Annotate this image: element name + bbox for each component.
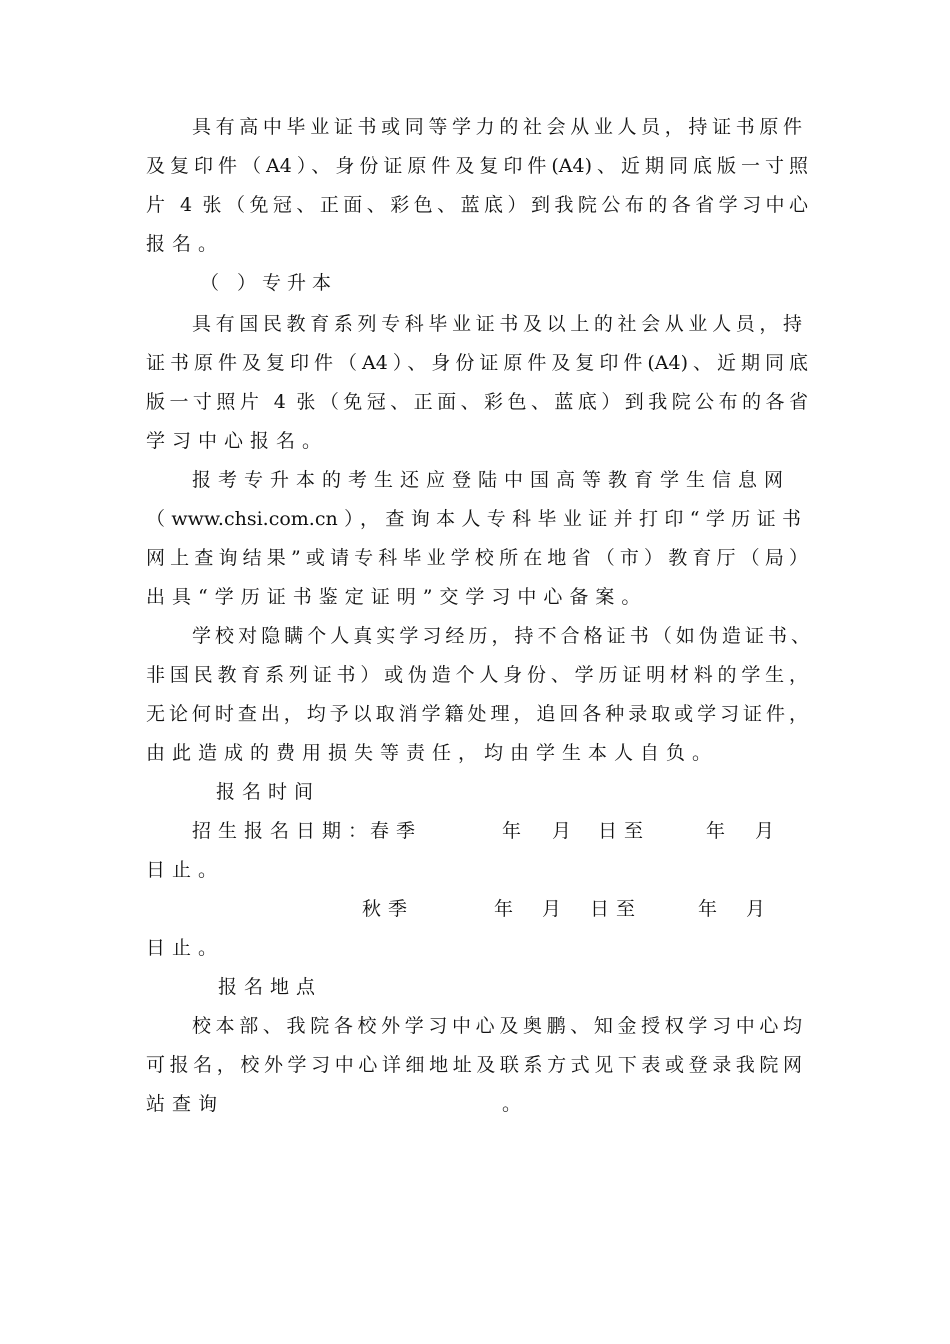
spring-day-to: 日至 — [598, 820, 651, 842]
paragraph-line: （www.chsi.com.cn），查询本人专科毕业证并打印“学历证书 — [146, 508, 801, 530]
section-heading: （ ）专升本 — [200, 272, 338, 294]
paragraph-line: 具有国民教育系列专科毕业证书及以上的社会从业人员，持 — [192, 313, 802, 335]
autumn-day-to: 日至 — [590, 898, 643, 920]
spring-end-month: 月 — [755, 820, 782, 842]
autumn-day-end: 日止。 — [146, 937, 225, 959]
paragraph-line: 网上查询结果”或请专科毕业学校所在地省（市）教育厅（局） — [146, 547, 808, 569]
paragraph-line: 学校对隐瞒个人真实学习经历，持不合格证书（如伪造证书、 — [192, 625, 810, 647]
paragraph-line: 无论何时查出，均予以取消学籍处理，追回各种录取或学习证件， — [146, 703, 808, 725]
paragraph-line: 及复印件（A4）、身份证原件及复印件(A4)、近期同底版一寸照 — [146, 155, 808, 177]
autumn-end-year: 年 — [698, 898, 725, 920]
closing-period: 。 — [502, 1093, 529, 1115]
autumn-start-year: 年 — [494, 898, 521, 920]
paragraph-line: 版一寸照片 4 张（免冠、正面、彩色、蓝底）到我院公布的各省 — [146, 391, 808, 413]
paragraph-line: 出具“学历证书鉴定证明”交学习中心备案。 — [146, 586, 648, 608]
paragraph-line: 站查询 — [146, 1093, 225, 1115]
spring-start-year: 年 — [502, 820, 529, 842]
autumn-start-month: 月 — [542, 898, 569, 920]
paragraph-line: 由此造成的费用损失等责任，均由学生本人自负。 — [146, 742, 719, 764]
section-heading: 报名时间 — [216, 781, 321, 803]
spring-start-month: 月 — [552, 820, 579, 842]
autumn-label: 秋季 — [362, 898, 415, 920]
paragraph-line: 校本部、我院各校外学习中心及奥鹏、知金授权学习中心均 — [192, 1015, 802, 1037]
autumn-end-month: 月 — [746, 898, 773, 920]
spring-end-year: 年 — [706, 820, 733, 842]
paragraph-line: 报考专升本的考生还应登陆中国高等教育学生信息网 — [192, 469, 791, 491]
spring-label: 春季 — [370, 820, 423, 842]
section-heading: 报名地点 — [218, 976, 323, 998]
paragraph-line: 学习中心报名。 — [146, 430, 329, 452]
paragraph-line: 证书原件及复印件（A4）、身份证原件及复印件(A4)、近期同底 — [146, 352, 808, 374]
paragraph-line: 片 4 张（免冠、正面、彩色、蓝底）到我院公布的各省学习中心 — [146, 194, 808, 216]
paragraph-line: 具有高中毕业证书或同等学力的社会从业人员，持证书原件 — [192, 116, 802, 138]
spring-day-end: 日止。 — [146, 859, 225, 881]
paragraph-line: 报名。 — [146, 233, 225, 255]
paragraph-line: 非国民教育系列证书）或伪造个人身份、学历证明材料的学生， — [146, 664, 808, 686]
paragraph-line: 可报名，校外学习中心详细地址及联系方式见下表或登录我院网 — [146, 1054, 802, 1076]
enroll-label: 招生报名日期： — [192, 820, 375, 842]
